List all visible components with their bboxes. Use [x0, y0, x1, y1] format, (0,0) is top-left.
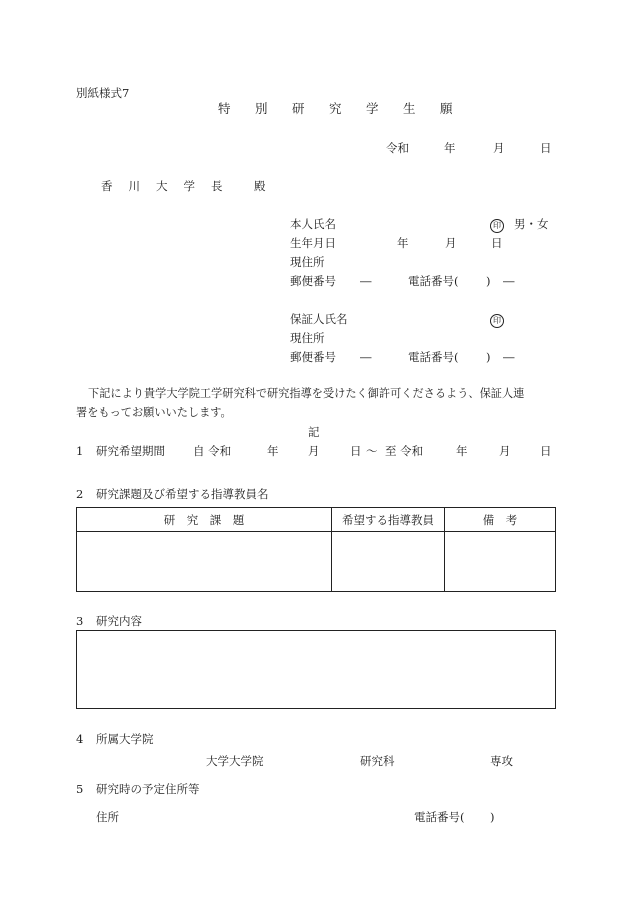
page-title: 特 別 研 究 学 生 願 [218, 101, 459, 116]
cell-advisor[interactable] [332, 532, 445, 592]
applicant-postal-label: 郵便番号 [290, 274, 336, 288]
section2-number: 2 [76, 487, 84, 501]
cell-remarks[interactable] [445, 532, 556, 592]
guarantor-phone-label: 電話番号( [408, 350, 459, 364]
planned-phone-label: 電話番号( [414, 810, 465, 824]
section2-label: 研究課題及び希望する指導教員名 [96, 487, 269, 501]
guarantor-postal-dash: ― [360, 350, 372, 364]
research-topic-table [76, 507, 556, 592]
period-from-day: 日 [350, 444, 362, 458]
period-from-year: 年 [267, 444, 279, 458]
table-row [77, 532, 556, 592]
guarantor-seal [490, 312, 504, 328]
date-era: 令和 [386, 141, 409, 155]
header-remarks: 備 考 [445, 508, 556, 532]
period-to-month: 月 [499, 444, 511, 458]
period-to-label: 至 令和 [385, 444, 424, 458]
section3-number: 3 [76, 614, 84, 628]
body-text-line1: 下記により貴学大学院工学研究科で研究指導を受けたく御許可くださるよう、保証人連 [88, 387, 525, 400]
period-from-label: 自 令和 [193, 444, 232, 458]
graduate-course-label: 研究科 [360, 754, 395, 768]
guarantor-phone-dash: ― [503, 350, 515, 364]
table-header-row [77, 508, 556, 532]
addressee-honorific: 殿 [254, 179, 266, 193]
addressee-name: 香川大学長 [101, 179, 239, 193]
form-id: 別紙様式7 [76, 86, 130, 100]
section5-label: 研究時の予定住所等 [96, 782, 200, 796]
section5-number: 5 [76, 782, 84, 796]
section3-label: 研究内容 [96, 614, 142, 628]
applicant-phone-dash: ― [503, 274, 515, 288]
guarantor-postal-label: 郵便番号 [290, 350, 336, 364]
date-year: 年 [444, 141, 456, 155]
birth-label: 生年月日 [290, 236, 336, 250]
ki-heading: 記 [308, 425, 320, 439]
birth-day: 日 [491, 236, 503, 250]
applicant-phone-label: 電話番号( [408, 274, 459, 288]
guarantor-phone-close: ) [486, 350, 491, 364]
planned-address-label: 住所 [96, 810, 119, 824]
date-day: 日 [540, 141, 552, 155]
seal-mark: 印 [490, 219, 504, 233]
section1-number: 1 [76, 444, 84, 458]
major-label: 専攻 [490, 754, 513, 768]
applicant-name-label: 本人氏名 [290, 217, 336, 231]
section4-number: 4 [76, 732, 84, 746]
section4-label: 所属大学院 [96, 732, 154, 746]
header-advisor: 希望する指導教員 [332, 508, 445, 532]
research-content-box[interactable] [76, 630, 556, 709]
guarantor-name-label: 保証人氏名 [290, 312, 348, 326]
period-to-year: 年 [456, 444, 468, 458]
birth-year: 年 [397, 236, 409, 250]
period-tilde: ～ [366, 444, 378, 458]
applicant-seal [490, 217, 504, 233]
planned-phone-close: ) [490, 810, 495, 824]
guarantor-address-label: 現住所 [290, 331, 325, 345]
applicant-address-label: 現住所 [290, 255, 325, 269]
applicant-phone-close: ) [486, 274, 491, 288]
birth-month: 月 [445, 236, 457, 250]
period-to-day: 日 [540, 444, 552, 458]
date-month: 月 [493, 141, 505, 155]
period-from-month: 月 [308, 444, 320, 458]
cell-research-topic[interactable] [77, 532, 332, 592]
body-text-line2: 署をもってお願いいたします。 [76, 406, 232, 419]
graduate-school-label: 大学大学院 [206, 754, 264, 768]
applicant-postal-dash: ― [360, 274, 372, 288]
applicant-gender: 男・女 [514, 217, 549, 231]
section1-label: 研究希望期間 [96, 444, 165, 458]
seal-mark: 印 [490, 314, 504, 328]
header-research-topic: 研 究 課 題 [77, 508, 332, 532]
